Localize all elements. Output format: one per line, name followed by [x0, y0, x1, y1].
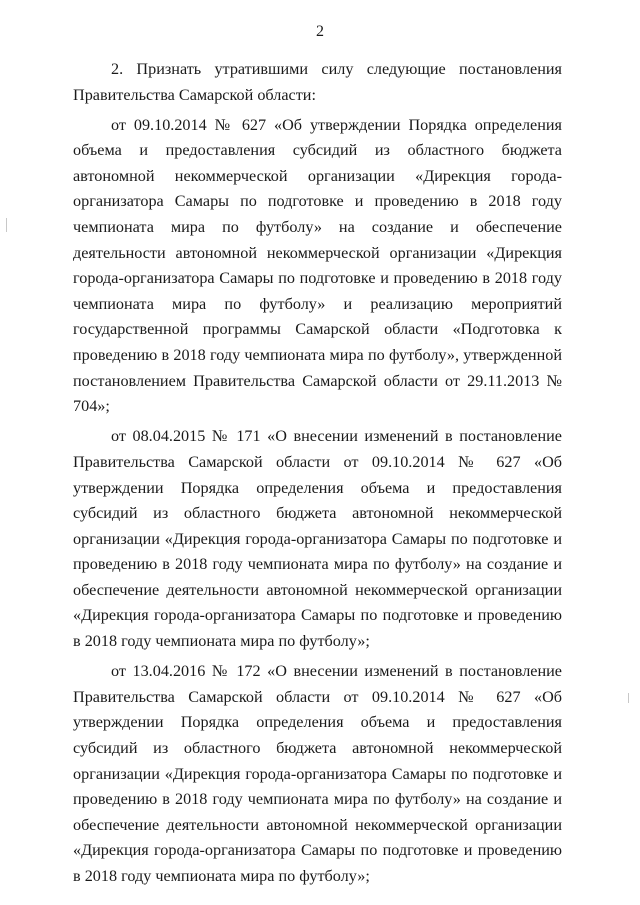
page-number: 2	[316, 23, 324, 40]
paragraph-repeal-intro: 2. Признать утратившими силу следующие постановления Правительства Самарской области:	[73, 60, 562, 104]
paragraph-resolution-172: от 13.04.2016 № 172 «О внесении изменений в постановление Правительства Самарской области от 09.10.2014 № 627 «Об утверждении Порядка определения объема и предоставления субсидий из областного бюджета автономной некоммерческой организации «Дирекция города-организатора Самары по подготовке и проведению в 2018 году чемпионата мира по футболу» на создание и обеспечение деятельности автономной некоммерческой организации «Дирекция города-организатора Самары по подготовке и проведению в 2018 году чемпионата мира по футболу»;	[73, 662, 562, 885]
paragraph-resolution-171: от 08.04.2015 № 171 «О внесении изменений в постановление Правительства Самарской области от 09.10.2014 № 627 «Об утверждении Порядка определения объема и предоставления субсидий из областного бюджета автономной некоммерческой организации «Дирекция города-организатора Самары по подготовке и проведению в 2018 году чемпионата мира по футболу» на создание и обеспечение деятельности автономной некоммерческой организации «Дирекция города-организатора Самары по подготовке и проведению в 2018 году чемпионата мира по футболу»;	[73, 427, 562, 651]
paragraph-resolution-627: от 09.10.2014 № 627 «Об утверждении Порядка определения объема и предоставления субсидий из областного бюджета автономной некоммерческой организации «Дирекция города-организатора Самары по подготовке и проведению в 2018 году чемпионата мира по футболу» на создание и обеспечение деятельности автономной некоммерческой организации «Дирекция города-организатора Самары по подготовке и проведению в 2018 году чемпионата мира по футболу» и реализацию мероприятий государственной программы Самарской области «Подготовка к проведению в 2018 году чемпионата мира по футболу», утвержденной постановлением Правительства Самарской области от 29.11.2013 № 704»;	[73, 115, 562, 416]
scan-margin-mark-left	[6, 218, 7, 232]
scan-margin-mark-right	[628, 693, 629, 703]
document-body	[73, 57, 562, 894]
